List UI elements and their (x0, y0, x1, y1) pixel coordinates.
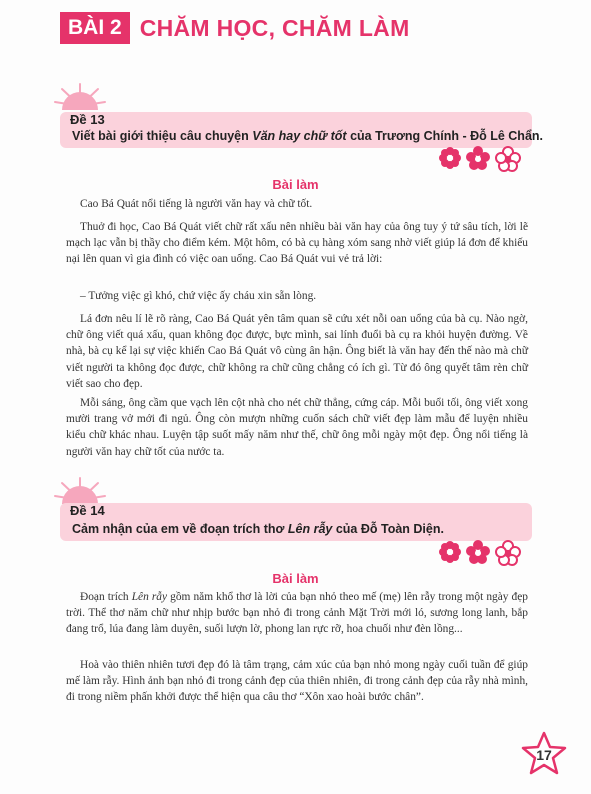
flower-icon (438, 146, 462, 170)
answer-13-paragraph: Thuở đi học, Cao Bá Quát viết chữ rất xấu nên nhiều bài văn hay của ông tuy ý tứ sâu tích, lời lẽ mạch lạc vẫn bị thầy cho điểm kém. Một hôm, có bà cụ hàng xóm sang nhờ viết giúp lá đơn để khiếu nại lên quan vì gia đình có việc oan uổng. Cao Bá Quát vui vẻ trả lời: (66, 221, 528, 266)
answer-14-heading: Bài làm (272, 571, 319, 586)
flower-decoration-13 (438, 146, 522, 172)
answer-13-paragraph: Cao Bá Quát nổi tiếng là người văn hay và chữ tốt. (80, 198, 313, 210)
answer-13-quote: – Tưởng việc gì khó, chứ việc ấy cháu xin sẵn lòng. (80, 290, 317, 302)
lesson-title: CHĂM HỌC, CHĂM LÀM (139, 14, 410, 41)
topic-14-box (60, 503, 532, 541)
topic-14-tag: Đề 14 (70, 503, 105, 518)
flower-icon (494, 146, 522, 172)
page-number: 17 (536, 747, 552, 763)
flower-icon (438, 540, 462, 564)
topic-13-tag: Đề 13 (70, 112, 105, 127)
answer-13-paragraph: Lá đơn nêu lí lẽ rõ ràng, Cao Bá Quát yên tâm quan sẽ cứu xét nỗi oan uổng của bà cụ. Nào ngờ, chữ ông viết quá xấu, quan không đọc được, bực mình, sai lính đuổi bà cụ ra khỏi huyện đường. Về nhà, bà cụ kể lại sự việc khiến Cao Bá Quát vô cùng ân hận. Ông biết là văn hay đến thế nào mà chữ viết người ta không đọc được, chữ không ra chữ cũng chẳng có ích gì. Từ đó ông quyết tâm rèn chữ viết sao cho đẹp. (66, 313, 528, 390)
topic-13-prompt: Viết bài giới thiệu câu chuyện Văn hay chữ tốt của Trương Chính - Đỗ Lê Chẩn. (72, 129, 544, 143)
lesson-badge: BÀI 2 (60, 12, 130, 44)
topic-14-prompt: Cảm nhận của em về đoạn trích thơ Lên rẫy của Đỗ Toàn Diện. (72, 522, 444, 536)
flower-icon (466, 540, 490, 564)
lesson-header (60, 12, 410, 44)
answer-13-paragraph: Mỗi sáng, ông cầm que vạch lên cột nhà cho nét chữ thẳng, cứng cáp. Mỗi buổi tối, ông viết xong mười trang vở mới đi ngủ. Ông còn mượn những cuốn sách chữ viết đẹp làm mẫu để luyện nhiều kiểu chữ khác nhau. Luyện tập suốt mấy năm như thế, chữ ông mỗi ngày một đẹp. Ông nổi tiếng là người văn hay chữ tốt của nước ta. (66, 397, 528, 458)
flower-decoration-14 (438, 540, 522, 566)
flower-icon (466, 146, 490, 170)
answer-14-paragraph: Hoà vào thiên nhiên tươi đẹp đó là tâm trạng, cảm xúc của bạn nhỏ mong ngày cuối tuần để giúp mế làm rẫy. Hình ảnh bạn nhỏ đi trong cảnh đẹp của thiên nhiên, đi trong cảnh đẹp của rẫy nhà mình, đi trong niềm phấn khởi được thể hiện qua câu thơ “Xôn xao hoài bước chân”. (66, 659, 528, 704)
topic-13-box (60, 112, 544, 148)
answer-14-paragraph: Đoạn trích Lên rẫy gồm năm khổ thơ là lời của bạn nhỏ theo mế (mẹ) lên rẫy trong một ngày đẹp trời. Thể thơ năm chữ như nhịp bước bạn nhỏ đi trong cảnh Mặt Trời mới ló, sương long lanh, bắp đang trổ, lúa đang làm duyên, suối lượn lờ, phong lan rực rỡ, hoa chuối như đèn lồng... (66, 591, 529, 636)
flower-icon (494, 540, 522, 566)
page-number-badge (520, 730, 568, 778)
answer-13-heading: Bài làm (272, 177, 319, 192)
